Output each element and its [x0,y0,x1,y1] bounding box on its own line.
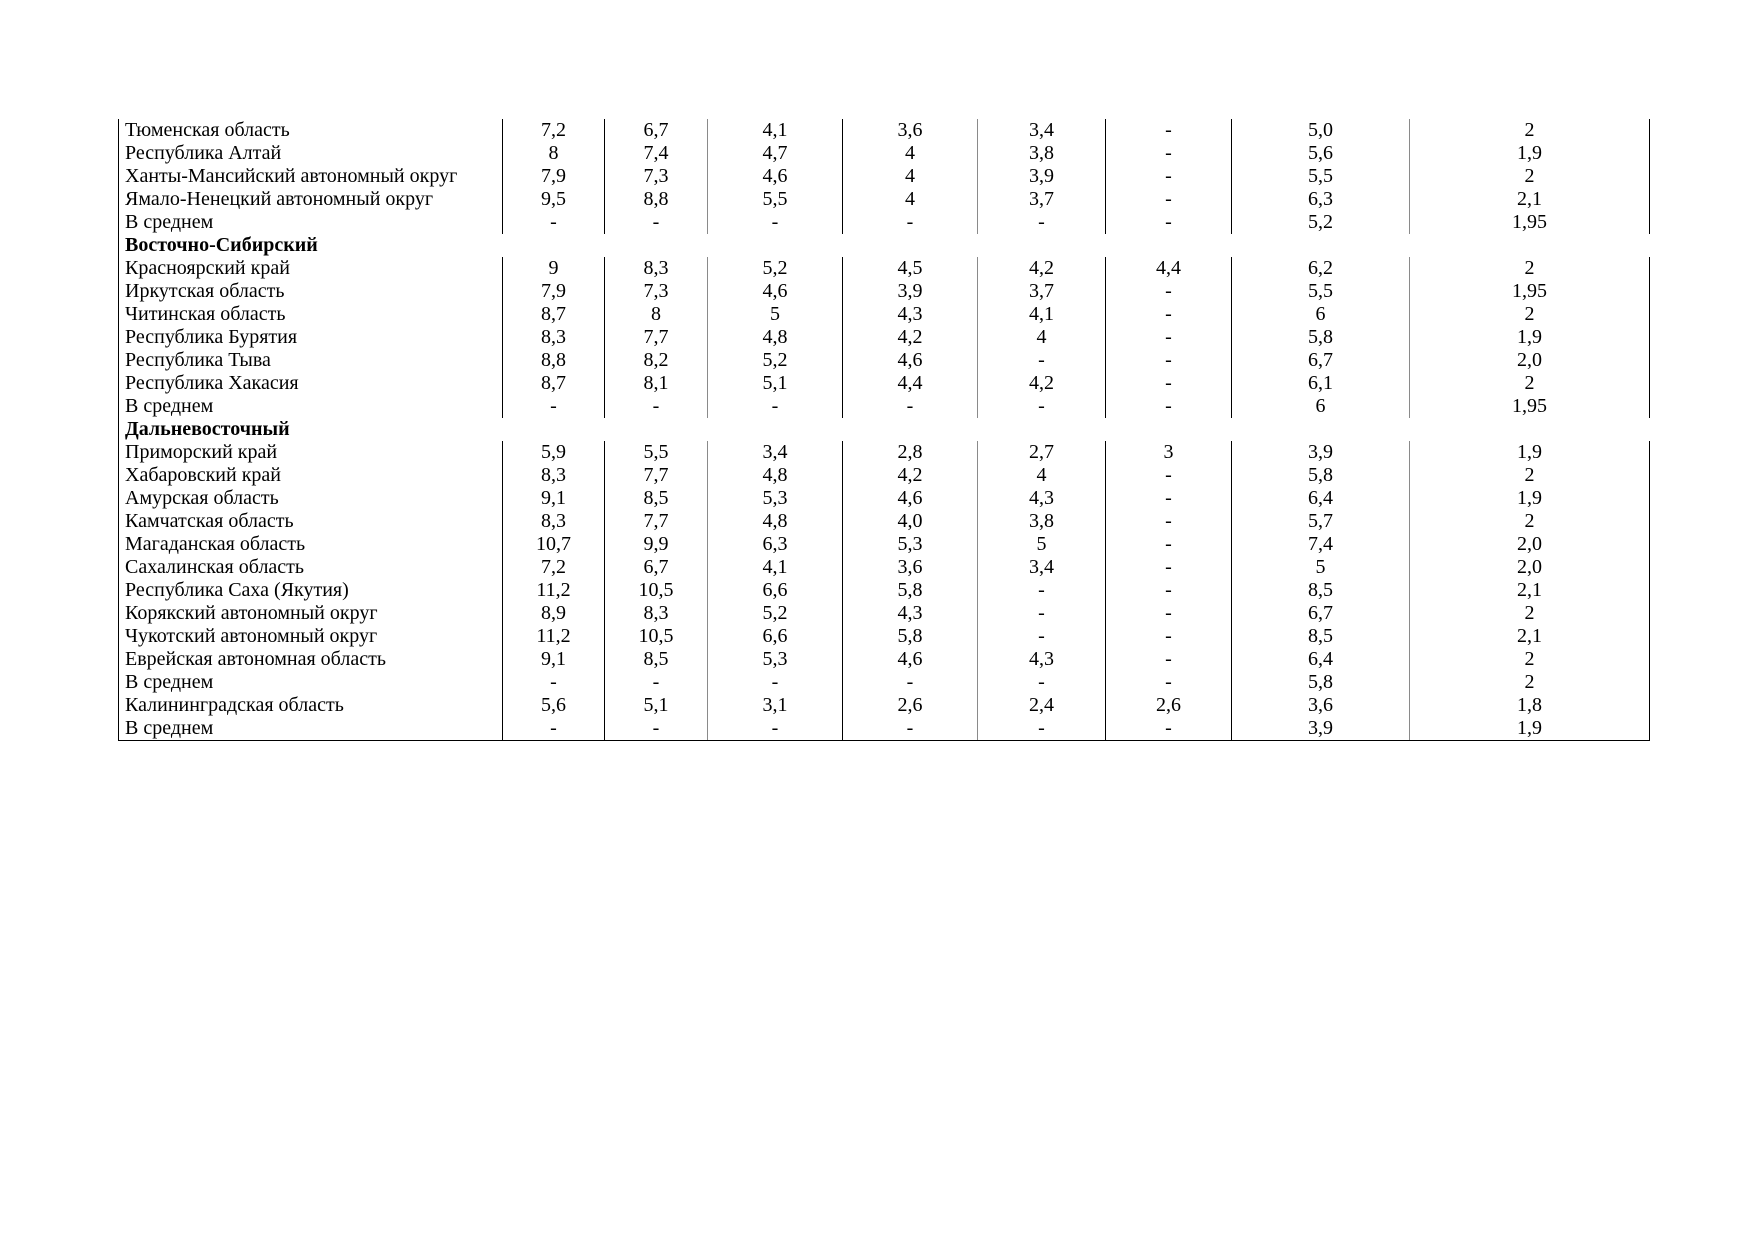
region-name-cell: Корякский автономный округ [119,602,503,625]
value-cell: 5,3 [708,648,843,671]
value-cell: 8,7 [503,303,605,326]
value-cell: 4,6 [708,165,843,188]
value-cell: 8,8 [605,188,708,211]
region-name-cell: Чукотский автономный округ [119,625,503,648]
table-row [119,119,1650,142]
value-cell: 9,5 [503,188,605,211]
value-cell: 5,2 [708,602,843,625]
value-cell: 5,3 [843,533,978,556]
value-cell: 4,4 [843,372,978,395]
value-cell: - [1106,625,1232,648]
value-cell: 4,2 [978,257,1106,280]
value-cell: 5,0 [1232,119,1410,142]
value-cell: - [843,717,978,741]
value-cell: 4 [978,326,1106,349]
value-cell: 4,6 [843,349,978,372]
region-name-cell: Республика Хакасия [119,372,503,395]
value-cell: 8,2 [605,349,708,372]
value-cell: 9 [503,257,605,280]
value-cell: 9,1 [503,648,605,671]
value-cell: - [1106,717,1232,741]
value-cell: 8 [503,142,605,165]
value-cell: 2 [1410,648,1650,671]
value-cell: 4,2 [843,464,978,487]
section-title: Дальневосточный [119,418,1650,441]
value-cell: 5,1 [605,694,708,717]
value-cell: 4,8 [708,464,843,487]
value-cell: 6,1 [1232,372,1410,395]
value-cell: 7,2 [503,556,605,579]
value-cell: 1,9 [1410,326,1650,349]
value-cell: 6,4 [1232,648,1410,671]
value-cell: 2,1 [1410,579,1650,602]
table-row [119,165,1650,188]
value-cell: 8,5 [1232,625,1410,648]
value-cell: - [1106,280,1232,303]
region-name-cell: Республика Бурятия [119,326,503,349]
value-cell: 2,8 [843,441,978,464]
value-cell: 4,2 [978,372,1106,395]
value-cell: 2 [1410,257,1650,280]
regional-data-table [118,119,1650,741]
value-cell: 2,1 [1410,625,1650,648]
value-cell: 7,9 [503,280,605,303]
region-name-cell: В среднем [119,671,503,694]
value-cell: 8,3 [605,257,708,280]
value-cell: - [978,717,1106,741]
value-cell: 5,6 [1232,142,1410,165]
value-cell: 3,9 [843,280,978,303]
table-row [119,464,1650,487]
value-cell: 10,5 [605,579,708,602]
value-cell: 5,8 [1232,326,1410,349]
table-row [119,671,1650,694]
value-cell: 5,8 [1232,464,1410,487]
region-name-cell: Тюменская область [119,119,503,142]
value-cell: - [1106,579,1232,602]
value-cell: 8,5 [605,487,708,510]
value-cell: 2,6 [843,694,978,717]
value-cell: 8,3 [503,464,605,487]
value-cell: 11,2 [503,625,605,648]
table-row [119,142,1650,165]
value-cell: - [978,211,1106,234]
table-row [119,487,1650,510]
value-cell: 8,1 [605,372,708,395]
value-cell: 3,4 [978,119,1106,142]
value-cell: - [1106,188,1232,211]
value-cell: 5,8 [843,579,978,602]
value-cell: - [843,211,978,234]
value-cell: 7,7 [605,510,708,533]
value-cell: 4 [843,165,978,188]
table-row [119,556,1650,579]
value-cell: 4,3 [843,602,978,625]
value-cell: - [1106,326,1232,349]
value-cell: 6,7 [605,119,708,142]
region-name-cell: Калининградская область [119,694,503,717]
region-name-cell: В среднем [119,717,503,741]
value-cell: 2 [1410,510,1650,533]
region-name-cell: Читинская область [119,303,503,326]
value-cell: - [1106,211,1232,234]
value-cell: 8,7 [503,372,605,395]
value-cell: 7,7 [605,326,708,349]
value-cell: 4,8 [708,326,843,349]
value-cell: 9,9 [605,533,708,556]
table-row [119,441,1650,464]
value-cell: 1,8 [1410,694,1650,717]
value-cell: 4 [978,464,1106,487]
value-cell: 3,6 [843,119,978,142]
value-cell: - [503,717,605,741]
region-name-cell: Красноярский край [119,257,503,280]
value-cell: 5,1 [708,372,843,395]
value-cell: - [1106,671,1232,694]
value-cell: 8,3 [605,602,708,625]
table-row [119,533,1650,556]
value-cell: 1,9 [1410,717,1650,741]
value-cell: 4 [843,142,978,165]
value-cell: - [1106,165,1232,188]
value-cell: 4,6 [843,648,978,671]
value-cell: - [978,349,1106,372]
value-cell: 1,95 [1410,395,1650,418]
section-header-row [119,234,1650,257]
value-cell: - [1106,510,1232,533]
value-cell: 4,1 [708,119,843,142]
value-cell: 3,7 [978,188,1106,211]
table-body [119,119,1650,741]
value-cell: - [1106,648,1232,671]
value-cell: 4,5 [843,257,978,280]
value-cell: 6 [1232,303,1410,326]
value-cell: 2 [1410,303,1650,326]
value-cell: 2 [1410,671,1650,694]
region-name-cell: В среднем [119,211,503,234]
table-row [119,395,1650,418]
value-cell: - [978,579,1106,602]
section-title: Восточно-Сибирский [119,234,1650,257]
section-header-row [119,418,1650,441]
value-cell: 7,3 [605,165,708,188]
value-cell: - [978,671,1106,694]
value-cell: 3,8 [978,142,1106,165]
value-cell: 4,1 [978,303,1106,326]
table-row [119,602,1650,625]
value-cell: 5 [708,303,843,326]
value-cell: 5,5 [1232,280,1410,303]
value-cell: 1,9 [1410,142,1650,165]
region-name-cell: Сахалинская область [119,556,503,579]
value-cell: 2,0 [1410,349,1650,372]
value-cell: 8,3 [503,510,605,533]
region-name-cell: Ямало-Ненецкий автономный округ [119,188,503,211]
table-row [119,717,1650,741]
value-cell: 3,1 [708,694,843,717]
value-cell: 11,2 [503,579,605,602]
value-cell: 5,2 [708,257,843,280]
table-row [119,280,1650,303]
value-cell: - [1106,349,1232,372]
region-name-cell: Приморский край [119,441,503,464]
value-cell: - [1106,533,1232,556]
value-cell: - [1106,142,1232,165]
value-cell: 3,6 [1232,694,1410,717]
value-cell: 4,7 [708,142,843,165]
value-cell: 6,6 [708,625,843,648]
value-cell: - [605,671,708,694]
value-cell: 7,4 [605,142,708,165]
value-cell: 5,7 [1232,510,1410,533]
value-cell: - [1106,303,1232,326]
value-cell: - [1106,556,1232,579]
value-cell: 6,4 [1232,487,1410,510]
value-cell: 8 [605,303,708,326]
value-cell: - [1106,372,1232,395]
table-row [119,326,1650,349]
table-row [119,372,1650,395]
value-cell: 6,7 [1232,602,1410,625]
table-row [119,648,1650,671]
value-cell: 8,5 [1232,579,1410,602]
region-name-cell: Камчатская область [119,510,503,533]
value-cell: 3,7 [978,280,1106,303]
value-cell: 6,7 [605,556,708,579]
value-cell: 5,5 [1232,165,1410,188]
region-name-cell: Амурская область [119,487,503,510]
value-cell: - [1106,487,1232,510]
value-cell: - [708,717,843,741]
region-name-cell: Хабаровский край [119,464,503,487]
value-cell: 5,8 [1232,671,1410,694]
region-name-cell: Ханты-Мансийский автономный округ [119,165,503,188]
value-cell: 2 [1410,602,1650,625]
value-cell: 6,3 [1232,188,1410,211]
region-name-cell: Еврейская автономная область [119,648,503,671]
value-cell: 10,5 [605,625,708,648]
table-row [119,257,1650,280]
value-cell: 1,95 [1410,211,1650,234]
value-cell: 4,4 [1106,257,1232,280]
value-cell: 8,8 [503,349,605,372]
value-cell: 1,95 [1410,280,1650,303]
value-cell: 5,9 [503,441,605,464]
value-cell: 4,2 [843,326,978,349]
value-cell: 2 [1410,464,1650,487]
value-cell: 6,6 [708,579,843,602]
value-cell: - [605,211,708,234]
value-cell: 5,3 [708,487,843,510]
value-cell: - [503,395,605,418]
table-row [119,694,1650,717]
value-cell: 6,3 [708,533,843,556]
value-cell: 2 [1410,119,1650,142]
value-cell: 1,9 [1410,487,1650,510]
value-cell: 3,8 [978,510,1106,533]
table-row [119,349,1650,372]
value-cell: 3,4 [708,441,843,464]
value-cell: 6 [1232,395,1410,418]
value-cell: 5,5 [708,188,843,211]
value-cell: 8,3 [503,326,605,349]
value-cell: - [708,395,843,418]
value-cell: 4,6 [708,280,843,303]
value-cell: 2,0 [1410,556,1650,579]
value-cell: 4,3 [978,648,1106,671]
value-cell: 5,8 [843,625,978,648]
value-cell: 6,2 [1232,257,1410,280]
table-row [119,510,1650,533]
value-cell: 7,3 [605,280,708,303]
value-cell: 9,1 [503,487,605,510]
table-row [119,303,1650,326]
value-cell: 3,9 [1232,717,1410,741]
value-cell: - [708,671,843,694]
value-cell: 3,9 [978,165,1106,188]
value-cell: 7,4 [1232,533,1410,556]
value-cell: - [1106,464,1232,487]
value-cell: - [978,395,1106,418]
value-cell: - [1106,395,1232,418]
value-cell: 5 [978,533,1106,556]
value-cell: 7,9 [503,165,605,188]
value-cell: 3,9 [1232,441,1410,464]
table-row [119,625,1650,648]
value-cell: 10,7 [503,533,605,556]
value-cell: 7,7 [605,464,708,487]
value-cell: 3,6 [843,556,978,579]
value-cell: 8,5 [605,648,708,671]
region-name-cell: Иркутская область [119,280,503,303]
value-cell: - [843,671,978,694]
value-cell: 4,0 [843,510,978,533]
value-cell: 3 [1106,441,1232,464]
value-cell: 4,6 [843,487,978,510]
region-name-cell: В среднем [119,395,503,418]
value-cell: - [978,625,1106,648]
value-cell: 6,7 [1232,349,1410,372]
value-cell: 4,3 [978,487,1106,510]
table-row [119,579,1650,602]
value-cell: 2 [1410,372,1650,395]
table-container [118,119,1649,741]
value-cell: 5,2 [708,349,843,372]
table-row [119,188,1650,211]
value-cell: 4,1 [708,556,843,579]
value-cell: - [503,671,605,694]
value-cell: 8,9 [503,602,605,625]
value-cell: 5,2 [1232,211,1410,234]
value-cell: - [503,211,605,234]
value-cell: 4,3 [843,303,978,326]
value-cell: 7,2 [503,119,605,142]
region-name-cell: Магаданская область [119,533,503,556]
value-cell: - [843,395,978,418]
value-cell: - [605,717,708,741]
value-cell: 2,6 [1106,694,1232,717]
value-cell: 2,0 [1410,533,1650,556]
value-cell: 2,7 [978,441,1106,464]
value-cell: 5,6 [503,694,605,717]
value-cell: 2 [1410,165,1650,188]
value-cell: - [708,211,843,234]
value-cell: 4,8 [708,510,843,533]
value-cell: 5 [1232,556,1410,579]
value-cell: 2,4 [978,694,1106,717]
region-name-cell: Республика Алтай [119,142,503,165]
value-cell: - [1106,602,1232,625]
value-cell: 5,5 [605,441,708,464]
value-cell: 2,1 [1410,188,1650,211]
region-name-cell: Республика Тыва [119,349,503,372]
value-cell: 1,9 [1410,441,1650,464]
value-cell: - [978,602,1106,625]
value-cell: - [1106,119,1232,142]
table-row [119,211,1650,234]
value-cell: 4 [843,188,978,211]
value-cell: - [605,395,708,418]
value-cell: 3,4 [978,556,1106,579]
region-name-cell: Республика Саха (Якутия) [119,579,503,602]
